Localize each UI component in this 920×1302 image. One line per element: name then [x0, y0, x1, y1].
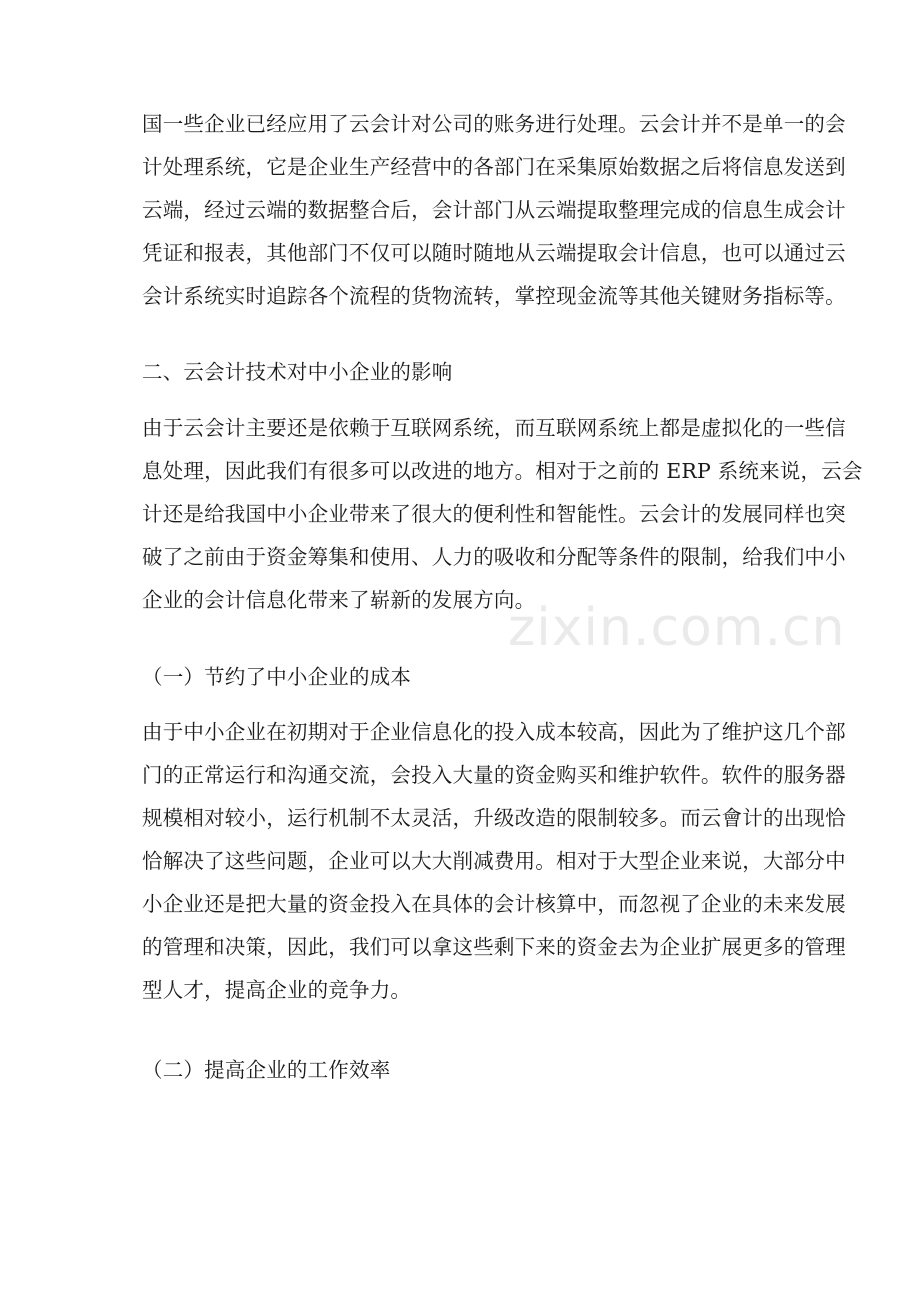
watermark-text: zixin.com.cn [508, 598, 846, 658]
paragraph-cloud-accounting-intro [142, 103, 846, 318]
section-heading-2: 二、云会计技术对中小企业的影响 [142, 360, 453, 384]
text-line: 破了之前由于资金筹集和使用、人力的吸收和分配等条件的限制，给我们中小 [142, 545, 846, 569]
paragraph-impact [142, 407, 863, 622]
text-line: 规模相对较小，运行机制不太灵活，升级改造的限制较多。而云會计的出现恰 [142, 806, 846, 830]
text-line: 型人才，提高企业的竞争力。 [142, 978, 412, 1002]
text-line: 计处理系统，它是企业生产经营中的各部门在采集原始数据之后将信息发送到 [142, 155, 846, 179]
text-line: 由于云会计主要还是依赖于互联网系统，而互联网系统上都是虚拟化的一些信 [142, 416, 846, 440]
text-line: 小企业还是把大量的资金投入在具体的会计核算中，而忽视了企业的未来发展 [142, 892, 846, 916]
subsection-heading-2: （二）提高企业的工作效率 [142, 1058, 391, 1082]
text-line: 企业的会计信息化带来了崭新的发展方向。 [142, 588, 536, 612]
text-line: 凭证和报表，其他部门不仅可以随时随地从云端提取会计信息，也可以通过云 [142, 241, 846, 265]
subsection-heading-1: （一）节约了中小企业的成本 [142, 665, 412, 689]
text-line: 门的正常运行和沟通交流，会投入大量的资金购买和维护软件。软件的服务器 [142, 763, 846, 787]
text-line: 国一些企业已经应用了云会计对公司的账务进行处理。云会计并不是单一的会 [142, 112, 846, 136]
text-line: 息处理，因此我们有很多可以改进的地方。相对于之前的 ERP 系统来说，云会 [142, 459, 863, 483]
text-line: 会计系统实时追踪各个流程的货物流转，掌控现金流等其他关键财务指标等。 [142, 284, 846, 308]
text-line: 计还是给我国中小企业带来了很大的便利性和智能性。云会计的发展同样也突 [142, 502, 846, 526]
text-line: 恰解决了这些问题，企业可以大大削减费用。相对于大型企业来说，大部分中 [142, 849, 846, 873]
paragraph-cost-saving [142, 711, 846, 1012]
text-line: 云端，经过云端的数据整合后，会计部门从云端提取整理完成的信息生成会计 [142, 198, 846, 222]
text-line: 的管理和决策，因此，我们可以拿这些剩下来的资金去为企业扩展更多的管理 [142, 935, 846, 959]
text-line: 由于中小企业在初期对于企业信息化的投入成本较高，因此为了维护这几个部 [142, 720, 846, 744]
